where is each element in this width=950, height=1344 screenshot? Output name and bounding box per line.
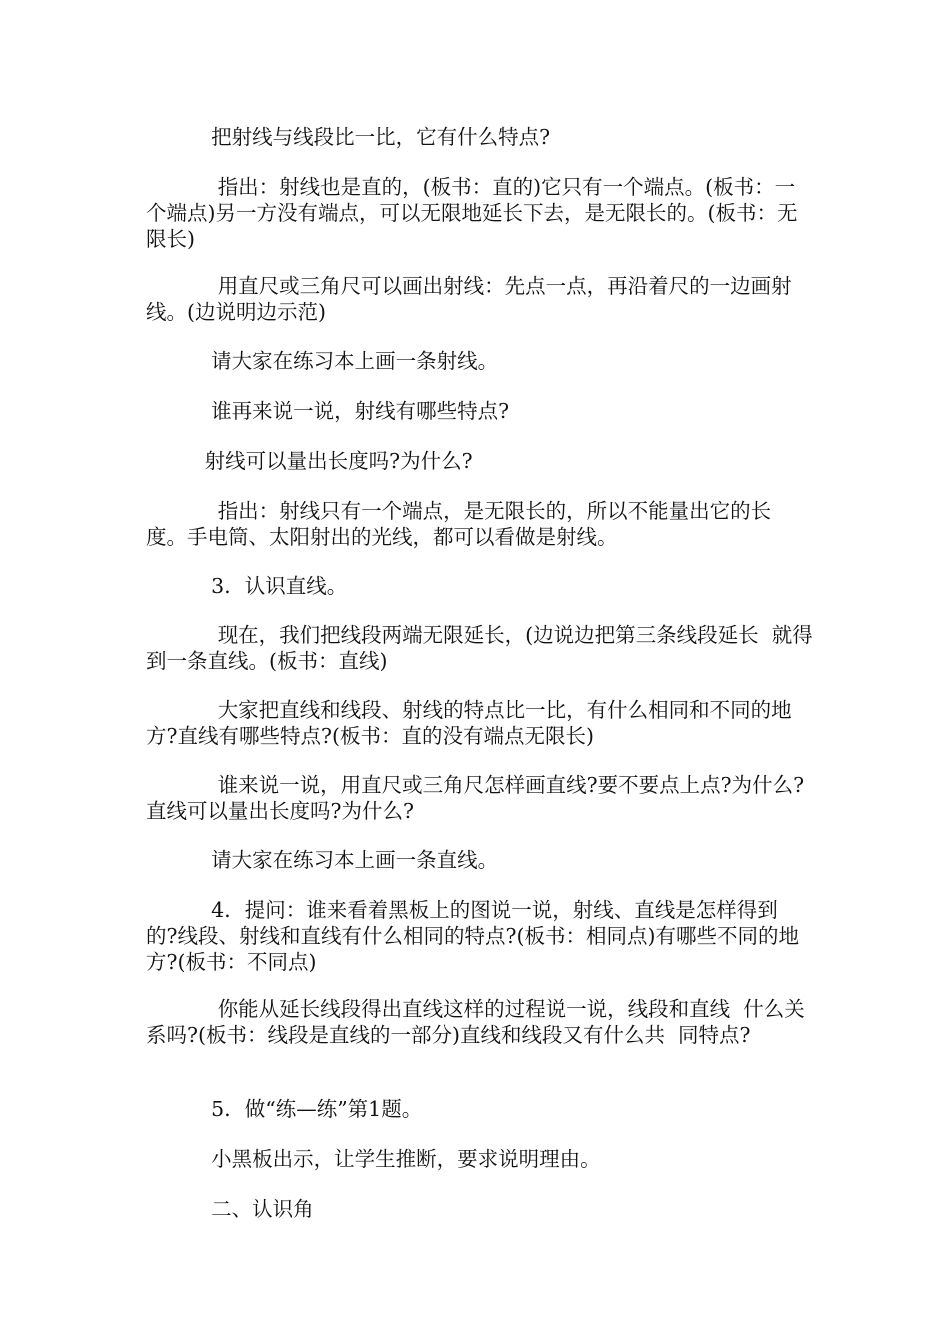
paragraph-7: 指出：射线只有一个端点，是无限长的，所以不能量出它的长 度。手电筒、太阳射出的光线，都可以看做是射线。 <box>146 499 785 549</box>
paragraph-16: 小黑板出示，让学生推断，要求说明理由。 <box>146 1147 601 1171</box>
paragraph-3: 用直尺或三角尺可以画出射线：先点一点，再沿着尺的一边画射线。(边说明边示范) <box>146 274 792 324</box>
paragraph-6: 射线可以量出长度吗?为什么? <box>146 449 473 473</box>
paragraph-4: 请大家在练习本上画一条射线。 <box>146 349 499 373</box>
paragraph-17: 二、认识角 <box>146 1197 314 1221</box>
paragraph-13: 4．提问：谁来看着黑板上的图说一说，射线、直线是怎样得到 的?线段、射线和直线有什么相同的特点?(板书：相同点)有哪些不同的地方?(板书：不同点) <box>146 898 799 974</box>
paragraph-12: 请大家在练习本上画一条直线。 <box>146 848 499 872</box>
paragraph-14: 你能从延长线段得出直线这样的过程说一说，线段和直线 什么关系吗?(板书：线段是直线的一部分)直线和线段又有什么共 同特点? <box>146 997 805 1047</box>
paragraph-9: 现在，我们把线段两端无限延长，(边说边把第三条线段延长 就得到一条直线。(板书：直线) <box>146 623 813 673</box>
paragraph-15: 5．做“练—练”第1题。 <box>146 1097 423 1121</box>
paragraph-5: 谁再来说一说，射线有哪些特点? <box>146 399 510 423</box>
paragraph-1: 把射线与线段比一比，它有什么特点? <box>146 125 551 149</box>
paragraph-11: 谁来说一说，用直尺或三角尺怎样画直线?要不要点上点?为什么?直线可以量出长度吗?为什么? <box>146 773 805 823</box>
paragraph-8: 3．认识直线。 <box>146 574 348 598</box>
paragraph-10: 大家把直线和线段、射线的特点比一比，有什么相同和不同的地方?直线有哪些特点?(板书：直的没有端点无限长) <box>146 698 792 748</box>
paragraph-2: 指出：射线也是直的，(板书：直的)它只有一个端点。(板书：一个端点)另一方没有端点，可以无限地延长下去，是无限长的。(板书：无限长) <box>146 175 798 251</box>
